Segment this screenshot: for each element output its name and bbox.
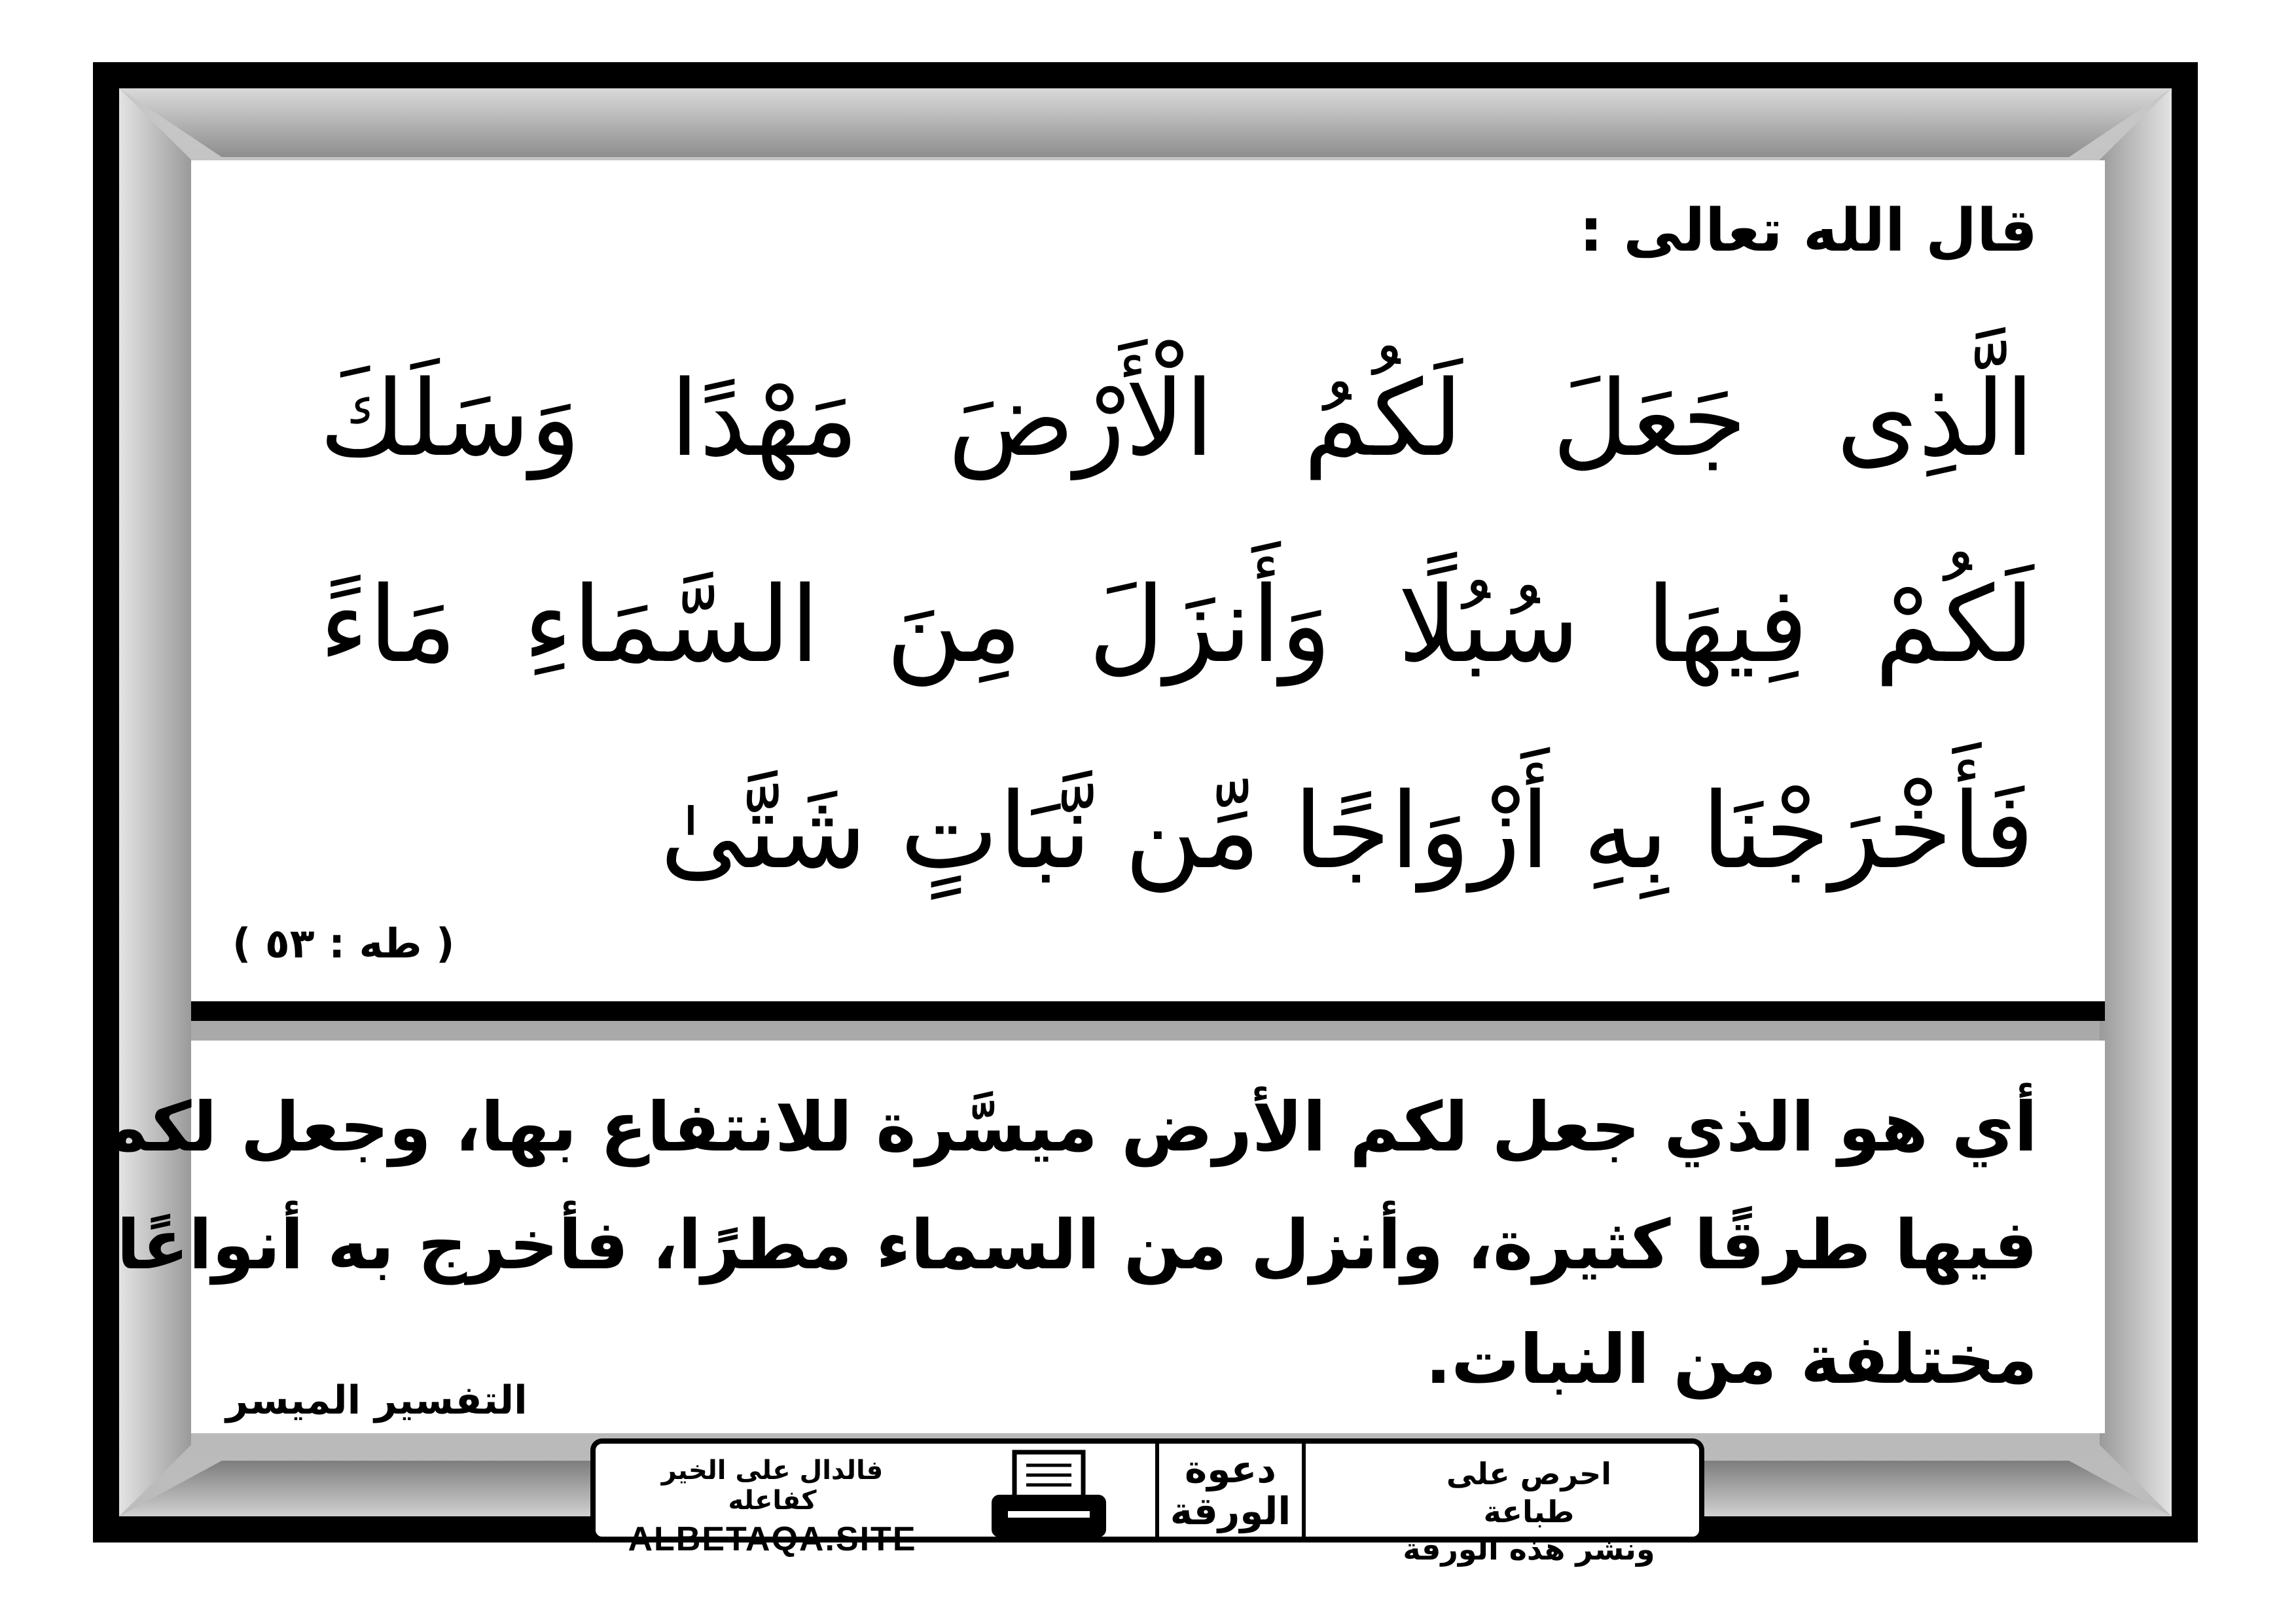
tafsir-line-3: مختلفة من النبات. <box>1425 1319 2037 1399</box>
verse-line-3: فَأَخْرَجْنَا بِهِ أَزْوَاجًا مِّن نَّبَاتٍ شَتَّىٰ <box>660 770 2034 892</box>
bevel-left <box>119 88 191 1516</box>
footer-call-line-1: احرص على طباعة <box>1446 1456 1612 1529</box>
footer-call-line-2: ونشر هذه الورقة <box>1403 1531 1655 1567</box>
verse-line-1: الَّذِى جَعَلَ لَكُمُ الْأَرْضَ مَهْدًا وَسَلَكَ <box>319 357 2034 480</box>
intro-heading: قال الله تعالى : <box>1579 196 2037 265</box>
footer-site-block <box>622 1455 923 1559</box>
footer-call-block <box>1398 1455 1660 1569</box>
logo-line-1: دعوة <box>1185 1447 1276 1491</box>
printer-icon <box>988 1449 1109 1541</box>
logo-line-2: الورقة <box>1170 1488 1291 1533</box>
footer-slogan: فالدال على الخير كفاعله <box>661 1455 884 1516</box>
tafsir-line-2: فيها طرقًا كثيرة، وأنزل من السماء مطرًا، فأخرج به أنواعًا <box>117 1205 2037 1285</box>
bevel-right <box>2100 88 2172 1516</box>
tafsir-line-1: أي هو الذي جعل لكم الأرض ميسَّرة للانتفاع بها، وجعل لكم <box>98 1087 2037 1167</box>
panel-divider <box>191 1001 2105 1021</box>
bevel-top <box>119 88 2172 157</box>
verse-reference: ( طه : ٥٣ ) <box>232 919 455 967</box>
verse-line-2: لَكُمْ فِيهَا سُبُلًا وَأَنزَلَ مِنَ السَّمَاءِ مَاءً <box>319 563 2034 686</box>
footer-site-link[interactable]: ALBETAQA.SITE <box>628 1520 917 1558</box>
dawa-logo <box>1155 1444 1306 1542</box>
footer-bar <box>590 1438 1704 1567</box>
tafsir-source: التفسير الميسر <box>226 1378 528 1423</box>
